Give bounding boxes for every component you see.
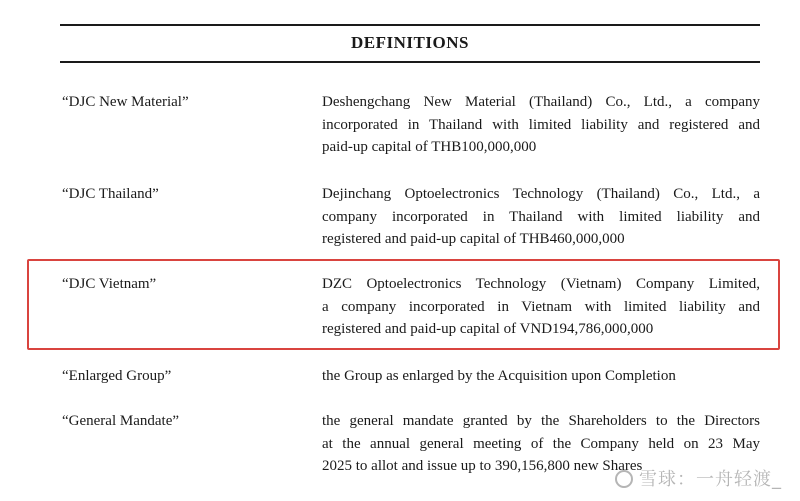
- definition-line: at the annual general meeting of the Company held on 23 May: [322, 435, 760, 452]
- top-rule: [60, 24, 760, 26]
- definition-line: paid-up capital of THB100,000,000: [322, 139, 537, 155]
- watermark: [615, 465, 782, 491]
- snowball-logo-icon: [615, 470, 633, 488]
- page-title: DEFINITIONS: [351, 33, 469, 52]
- definition-line: company incorporated in Thailand with limited liability and: [322, 208, 760, 225]
- definition-line: Deshengchang New Material (Thailand) Co., Ltd., a company: [322, 94, 760, 110]
- title-underline: [60, 61, 760, 63]
- definition-line: DZC Optoelectronics Technology (Vietnam) Company Limited,: [322, 276, 760, 292]
- definition-text-enlarged-group: [322, 365, 760, 388]
- definition-line: 2025 to allot and issue up to 390,156,800 new Shares: [322, 458, 643, 474]
- definition-term-general-mandate: “General Mandate”: [62, 413, 180, 429]
- definition-line: registered and paid-up capital of THB460,000,000: [322, 231, 625, 247]
- watermark-text: 雪球：一舟轻渡_: [639, 469, 782, 490]
- definition-line: registered and paid-up capital of VND194,786,000,000: [322, 321, 654, 337]
- definition-term-djc-vietnam: “DJC Vietnam”: [62, 276, 157, 292]
- definition-line: a company incorporated in Vietnam with limited liability and: [322, 298, 760, 315]
- definition-line: the general mandate granted by the Shareholders to the Directors: [322, 413, 760, 429]
- definition-term-enlarged-group: “Enlarged Group”: [62, 368, 172, 384]
- definition-line: incorporated in Thailand with limited liability and registered and: [322, 116, 760, 133]
- definition-term-djc-new-material: “DJC New Material”: [62, 94, 189, 110]
- definition-text-djc-new-material: [322, 91, 760, 159]
- definition-text-djc-thailand: [322, 183, 760, 251]
- definition-line: Dejinchang Optoelectronics Technology (Thailand) Co., Ltd., a: [322, 186, 760, 202]
- definition-text-djc-vietnam: [322, 273, 760, 341]
- definition-line: the Group as enlarged by the Acquisition upon Completion: [322, 368, 676, 384]
- definition-term-djc-thailand: “DJC Thailand”: [62, 186, 159, 202]
